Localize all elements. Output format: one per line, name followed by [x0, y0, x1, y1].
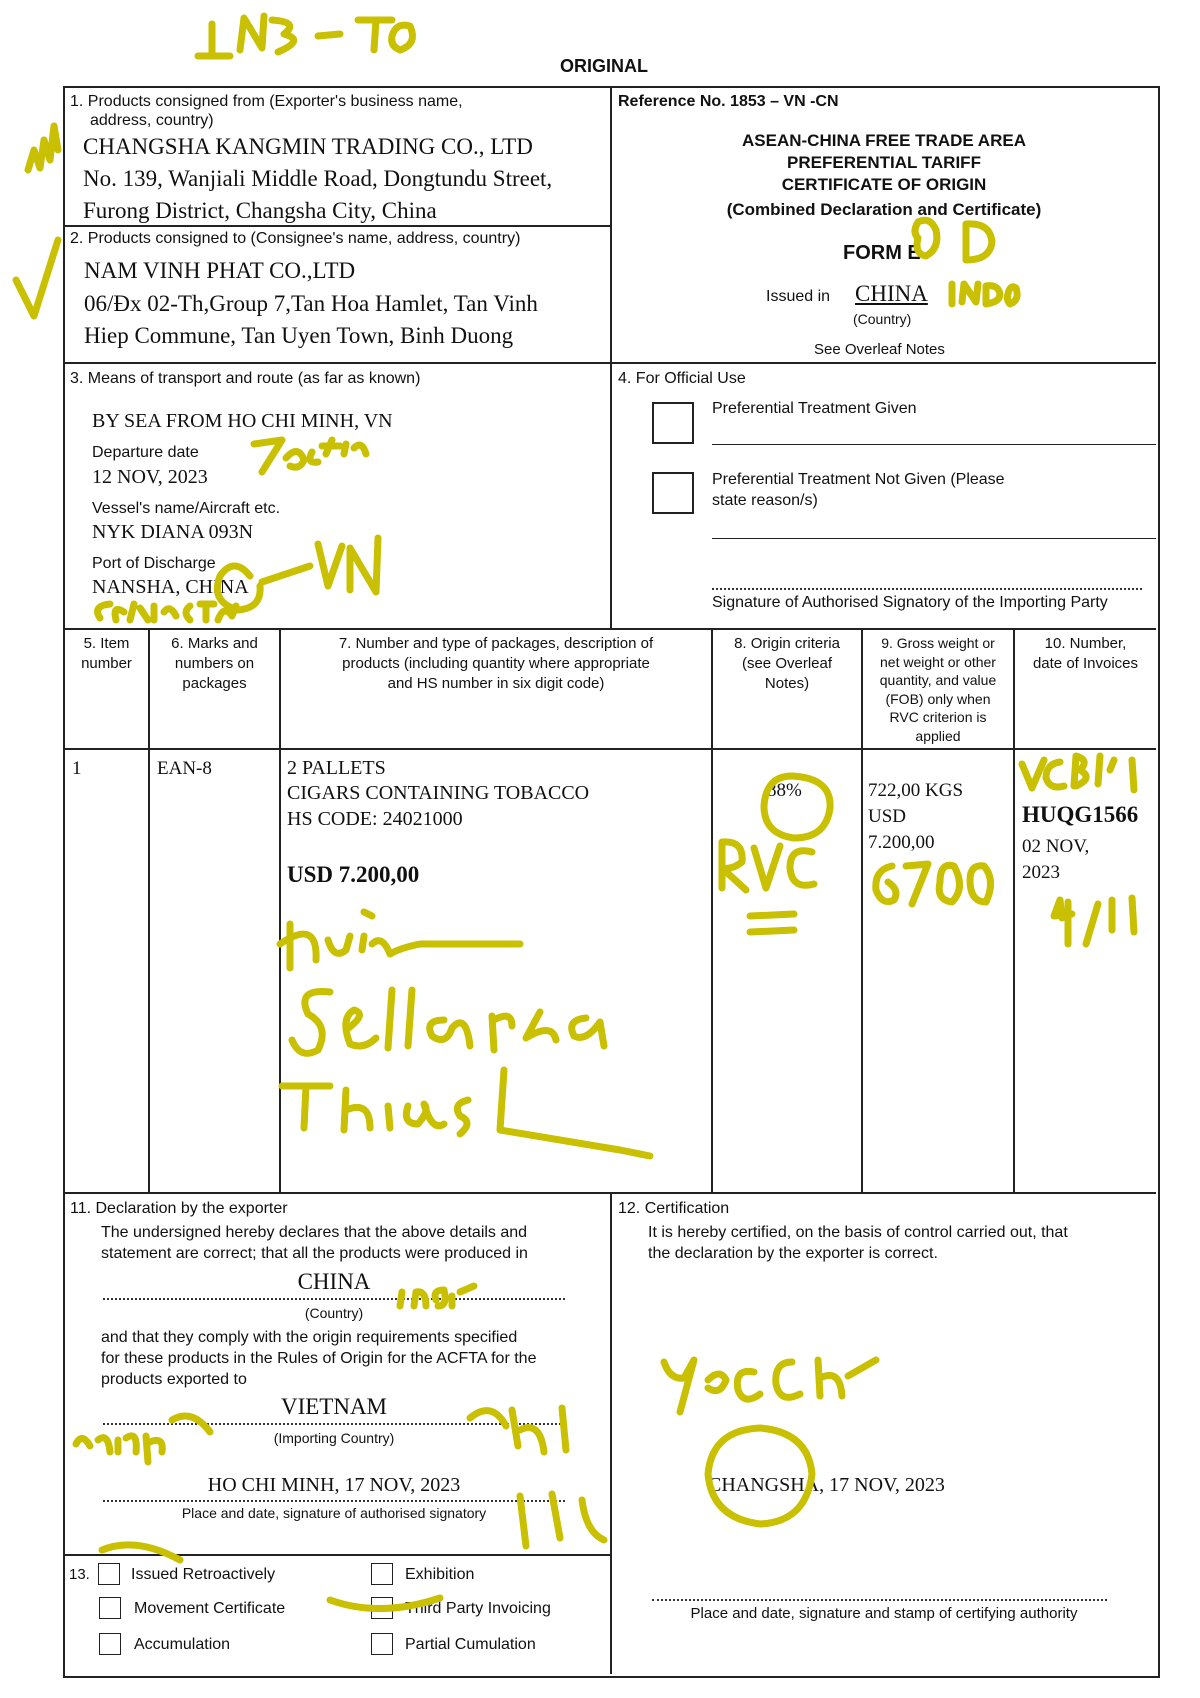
treatment-given-checkbox[interactable] [652, 402, 694, 444]
treatment-not-given-label-cont: state reason/s) [712, 492, 818, 509]
item-desc-hs: HS CODE: 24021000 [287, 808, 463, 830]
consignee-address-2: Hiep Commune, Tan Uyen Town, Binh Duong [84, 323, 514, 348]
movement-certificate-label: Movement Certificate [134, 1600, 286, 1617]
origin-country-label: (Country) [304, 1305, 364, 1321]
divider-box2-box3 [63, 362, 1156, 364]
exporter-place-date: HO CHI MINH, 17 NOV, 2023 [207, 1474, 461, 1496]
item-desc-packages: 2 PALLETS [287, 757, 386, 779]
title-line-4: (Combined Declaration and Certificate) [726, 200, 1042, 219]
issued-in-country: CHINA [855, 281, 928, 306]
exporter-signature-label: Place and date, signature of authorised signatory [181, 1505, 487, 1521]
reference-number: Reference No. 1853 – VN -CN [618, 93, 839, 110]
col-divider-7 [711, 628, 713, 1193]
accumulation-label: Accumulation [134, 1636, 231, 1653]
certifier-signature-line [652, 1599, 1107, 1601]
divider-column-header [63, 748, 1156, 750]
importer-signature-line [712, 588, 1142, 590]
box12-label: 12. Certification [618, 1200, 730, 1217]
col-9-header: 9. Gross weight or net weight or other quantity, and value (FOB) only when RVC criterion is applied [879, 635, 997, 744]
partial-cumulation-label: Partial Cumulation [405, 1636, 536, 1653]
divider-bottom-vertical [610, 1192, 612, 1674]
issued-in-label: Issued in [766, 288, 831, 305]
exhibition-checkbox[interactable] [371, 1563, 393, 1585]
origin-country-line [103, 1298, 565, 1300]
divider-box11-box13 [63, 1554, 611, 1556]
invoice-date-2: 2023 [1022, 862, 1060, 883]
declaration-text-5: products exported to [101, 1371, 247, 1388]
certification-text-2: the declaration by the exporter is correct. [648, 1245, 938, 1262]
box4-label: 4. For Official Use [618, 370, 746, 387]
departure-label: Departure date [92, 444, 199, 461]
col-5-header: 5. Item number [81, 635, 132, 672]
importer-signature-label: Signature of Authorised Signatory of the Importing Party [712, 594, 1108, 611]
handwritten-margin-mark-1 [28, 126, 58, 170]
original-heading: ORIGINAL [560, 56, 648, 76]
item-number: 1 [72, 758, 82, 779]
declaration-text-1: The undersigned hereby declares that the above details and [101, 1224, 528, 1241]
issued-retroactively-label: Issued Retroactively [131, 1566, 276, 1583]
divider-box3-columns [63, 628, 1156, 630]
treatment-not-given-checkbox[interactable] [652, 472, 694, 514]
treatment-given-line [712, 444, 1156, 445]
title-line-2: PREFERENTIAL TARIFF [787, 153, 981, 172]
consignee-name: NAM VINH PHAT CO.,LTD [84, 258, 356, 283]
certification-text-1: It is hereby certified, on the basis of control carried out, that [648, 1224, 1068, 1241]
declaration-origin-country: CHINA [297, 1269, 371, 1294]
invoice-date-1: 02 NOV, [1022, 836, 1090, 857]
col-10-header: 10. Number, date of Invoices [1032, 635, 1139, 672]
exporter-address-2: Furong District, Changsha City, China [83, 198, 437, 223]
accumulation-checkbox[interactable] [99, 1633, 121, 1655]
col-7-header: 7. Number and type of packages, description of products (including quantity where appropriate and HS number in six digit code) [338, 635, 654, 692]
treatment-not-given-label: Preferential Treatment Not Given (Please [712, 471, 1005, 488]
port-label: Port of Discharge [92, 555, 216, 572]
item-currency: USD [868, 806, 907, 827]
item-desc-value: USD 7.200,00 [287, 862, 420, 887]
invoice-number: HUQG1566 [1022, 802, 1139, 827]
vessel-name: NYK DIANA 093N [92, 521, 254, 543]
col-divider-6 [279, 628, 281, 1193]
item-origin-criteria: 88% [767, 780, 802, 801]
certifier-place-date: CHANGSHA, 17 NOV, 2023 [708, 1474, 945, 1496]
third-party-invoicing-label: Third Party Invoicing [405, 1600, 551, 1617]
exporter-signature-line [103, 1500, 565, 1502]
partial-cumulation-checkbox[interactable] [371, 1633, 393, 1655]
treatment-not-given-line [712, 538, 1156, 539]
col-divider-5 [148, 628, 150, 1193]
box1-label: 1. Products consigned from (Exporter's business name, [70, 93, 463, 110]
exhibition-label: Exhibition [405, 1566, 475, 1583]
declaration-text-3: and that they comply with the origin requirements specified [101, 1329, 518, 1346]
col-6-header: 6. Marks and numbers on packages [171, 635, 258, 692]
importing-country-label: (Importing Country) [273, 1430, 395, 1446]
box13-number: 13. [69, 1566, 90, 1583]
third-party-invoicing-checkbox[interactable] [371, 1597, 393, 1619]
declaration-text-2: statement are correct; that all the products were produced in [101, 1245, 528, 1262]
treatment-given-label: Preferential Treatment Given [712, 400, 917, 417]
box2-label: 2. Products consigned to (Consignee's name, address, country) [70, 230, 521, 247]
item-marks: EAN-8 [157, 758, 212, 779]
issued-country-label: (Country) [853, 311, 912, 327]
transport-route: BY SEA FROM HO CHI MINH, VN [92, 410, 393, 432]
importing-country: VIETNAM [280, 1394, 388, 1419]
divider-box1-box2 [63, 225, 611, 227]
item-desc-product: CIGARS CONTAINING TOBACCO [287, 782, 590, 804]
exporter-address-1: No. 139, Wanjiali Middle Road, Dongtundu Street, [83, 166, 553, 191]
item-amount: 7.200,00 [868, 832, 935, 853]
movement-certificate-checkbox[interactable] [99, 1597, 121, 1619]
overleaf-notes: See Overleaf Notes [814, 341, 945, 358]
vessel-label: Vessel's name/Aircraft etc. [92, 500, 281, 517]
certifier-signature-label: Place and date, signature and stamp of certifying authority [690, 1605, 1078, 1622]
departure-date: 12 NOV, 2023 [92, 466, 208, 488]
box11-label: 11. Declaration by the exporter [70, 1200, 288, 1217]
box1-label-cont: address, country) [90, 112, 214, 129]
col-divider-9 [1013, 628, 1015, 1193]
issued-retroactively-checkbox[interactable] [98, 1563, 120, 1585]
item-gross-weight: 722,00 KGS [868, 780, 964, 801]
col-8-header: 8. Origin criteria (see Overleaf Notes) [734, 635, 840, 692]
title-line-3: CERTIFICATE OF ORIGIN [781, 175, 987, 194]
title-line-1: ASEAN-CHINA FREE TRADE AREA [742, 131, 1026, 150]
consignee-address-1: 06/Đx 02-Th,Group 7,Tan Hoa Hamlet, Tan Vinh [84, 291, 538, 316]
port-of-discharge: NANSHA, CHINA [92, 576, 249, 598]
importing-country-line [103, 1423, 565, 1425]
handwritten-check-mark [16, 240, 58, 316]
box3-label: 3. Means of transport and route (as far as known) [70, 370, 421, 387]
declaration-text-4: for these products in the Rules of Origin for the ACFTA for the [101, 1350, 537, 1367]
form-title: FORM E [843, 242, 921, 264]
handwritten-top-note [198, 16, 412, 56]
exporter-name: CHANGSHA KANGMIN TRADING CO., LTD [83, 134, 533, 159]
